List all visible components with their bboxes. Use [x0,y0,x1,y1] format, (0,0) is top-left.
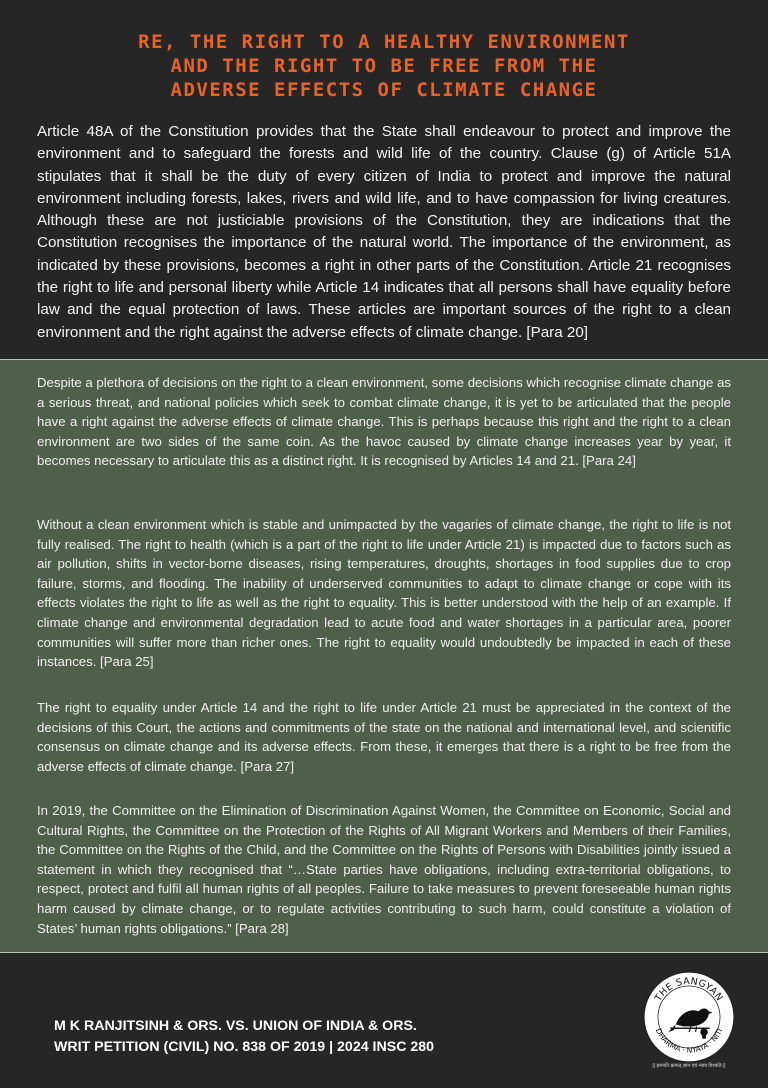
paragraph-para-25: Without a clean environment which is stable and unimpacted by the vagaries of climate change, the right to life is not fully realised. The right to health (which is a part of the right to life under Article 21) is impacted due to factors such as air pollution, shifts in vector-borne diseases, rising temperatures, droughts, shortages in food supplies due to crop failure, storms, and flooding. The inability of underserved communities to adapt to climate change or cope with its effects violates the right to life as well as the right to equality. This is better understood with the help of an example. If climate change and environmental degradation lead to acute food and water shortages in a particular area, poorer communities will suffer more than richer ones. The right to equality would undoubtedly be impacted in each of these instances. [Para 25] [37,517,731,670]
logo-caption: || ज्ञानाति क्रमात् ज्ञान एवं न्याय विश्वति || [652,1063,726,1069]
paragraph-para-24: Despite a plethora of decisions on the right to a clean environment, some decisions which recognise climate change as a serious threat, and national policies which seek to combat climate change, it is yet to be articulated that the people have a right against the adverse effects of climate change. This is perhaps because this right and the right to a clean environment are two sides of the same coin. As the havoc caused by climate change increases year by year, it becomes necessary to articulate this as a distinct right. It is recognised by Articles 14 and 21. [Para 24] [37,375,731,469]
sangyan-logo [642,970,736,1064]
case-citation [54,1016,434,1058]
paragraph-para-27: The right to equality under Article 14 and the right to life under Article 21 must be appreciated in the context of the decisions of this Court, the actions and commitments of the state on the national and international level, and scientific consensus on climate change and its adverse effects. From these, it emerges that there is a right to be free from the adverse effects of climate change. [Para 27] [37,700,731,774]
intro-paragraph: Article 48A of the Constitution provides that the State shall endeavour to protect and improve the environment and to safeguard the forests and wild life of the country. Clause (g) of Article 51A stipulates that it shall be the duty of every citizen of India to protect and improve the natural environment including forests, lakes, rivers and wild life, and to have compassion for living creatures. Although these are not justiciable provisions of the Constitution, they are indications that the Constitution recognises the importance of the natural world. The importance of the environment, as indicated by these provisions, becomes a right in other parts of the Constitution. Article 21 recognises the right to life and personal liberty while Article 14 indicates that all persons shall have equality before law and the equal protection of laws. These articles are important sources of the right to a clean environment and the right against the adverse effects of climate change. [Para 20] [37,123,731,341]
logo-bottom-text: DHARMA · NYAYA · NITI [653,1026,725,1055]
case-number: WRIT PETITION (CIVIL) NO. 838 OF 2019 | 2024 INSC 280 [54,1039,435,1055]
title-line-2: AND THE RIGHT TO BE FREE FROM THE [170,55,598,77]
paragraph-para-28: In 2019, the Committee on the Elimination of Discrimination Against Women, the Committee on Economic, Social and Cultural Rights, the Committee on the Protection of the Rights of All Migrant Workers and Members of their Families, the Committee on the Rights of the Child, and the Committee on the Rights of Persons with Disabilities jointly issued a statement in which they recognised that “…State parties have obligations, including extra-territorial obligations, to respect, protect and fulfil all human rights of all peoples. Failure to take measures to prevent foreseeable human rights harm caused by climate change, or to regulate activities contributing to such harm, could constitute a violation of States’ human rights obligations.” [Para 28] [37,803,731,936]
title-line-1: RE, THE RIGHT TO A HEALTHY ENVIRONMENT [138,31,630,53]
green-quote-panel [0,359,768,953]
case-name: M K RANJITSINH & ORS. VS. UNION OF INDIA & ORS. [54,1018,417,1034]
page-title [0,30,768,102]
logo-top-text: THE SANGYAN [652,975,726,1004]
title-line-3: ADVERSE EFFECTS OF CLIMATE CHANGE [170,79,598,101]
